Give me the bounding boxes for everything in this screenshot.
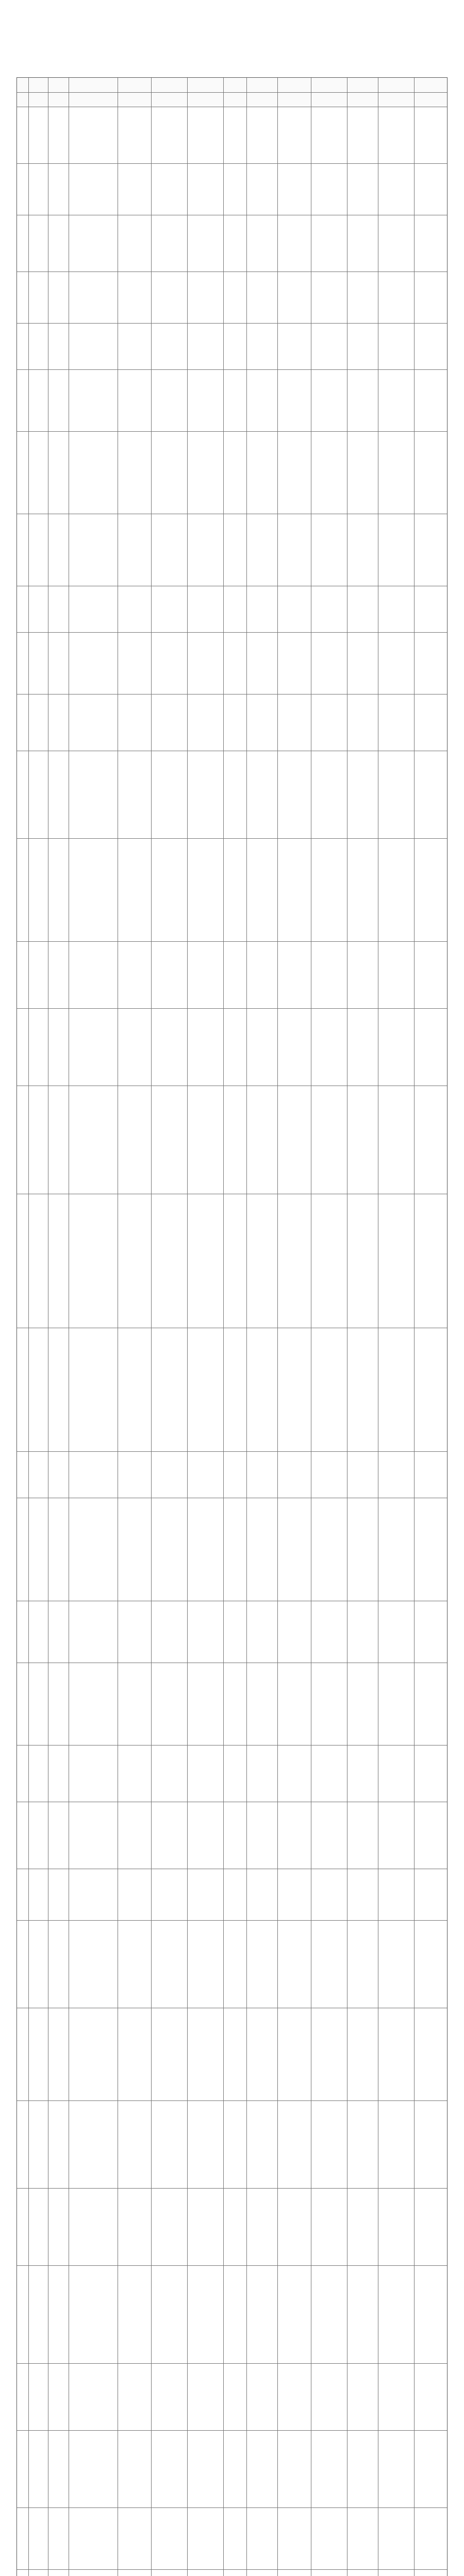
header-cell-col-sub-item <box>48 93 69 107</box>
table-row-divider <box>17 1451 447 1452</box>
header-cell-col-time <box>187 93 223 107</box>
header-divider <box>17 92 447 93</box>
table-row-divider <box>17 2188 447 2189</box>
table-row-divider <box>17 2100 447 2101</box>
header-cell-col-private <box>378 93 414 107</box>
table-row-divider <box>17 323 447 324</box>
header-cell-col-channel <box>223 93 246 107</box>
column-divider <box>223 78 224 2576</box>
column-divider <box>246 78 247 2576</box>
table-row-divider <box>17 632 447 633</box>
column-divider <box>151 78 152 2576</box>
table-row-divider <box>17 2507 447 2508</box>
header-cell-col-basis <box>118 93 151 107</box>
header-cell-col-item <box>28 93 48 107</box>
catalog-table <box>16 77 448 2576</box>
column-divider <box>414 78 415 2576</box>
header-cell-col-content <box>69 93 118 107</box>
column-divider <box>277 78 278 2576</box>
table-row-divider <box>17 1920 447 1921</box>
table-row-divider <box>17 2265 447 2266</box>
table-row-divider <box>17 2430 447 2431</box>
column-divider <box>187 78 188 2576</box>
table-row-divider <box>17 2569 447 2570</box>
table-row-divider <box>17 369 447 370</box>
table-row-divider <box>17 2363 447 2364</box>
header-cell-col-index <box>17 93 28 107</box>
header-cell-col-level <box>311 93 347 107</box>
table-row-divider <box>17 838 447 839</box>
header-cell-col-subject <box>151 93 187 107</box>
header-cell-col-method <box>277 93 311 107</box>
header-cell-col-public <box>347 93 378 107</box>
header-cell-col-extra <box>414 93 448 107</box>
table-row-divider <box>17 163 447 164</box>
table-row-divider <box>17 941 447 942</box>
column-divider <box>28 78 29 2576</box>
header-cell-col-scope <box>246 93 277 107</box>
table-row-divider <box>17 1008 447 1009</box>
table-row-divider <box>17 431 447 432</box>
